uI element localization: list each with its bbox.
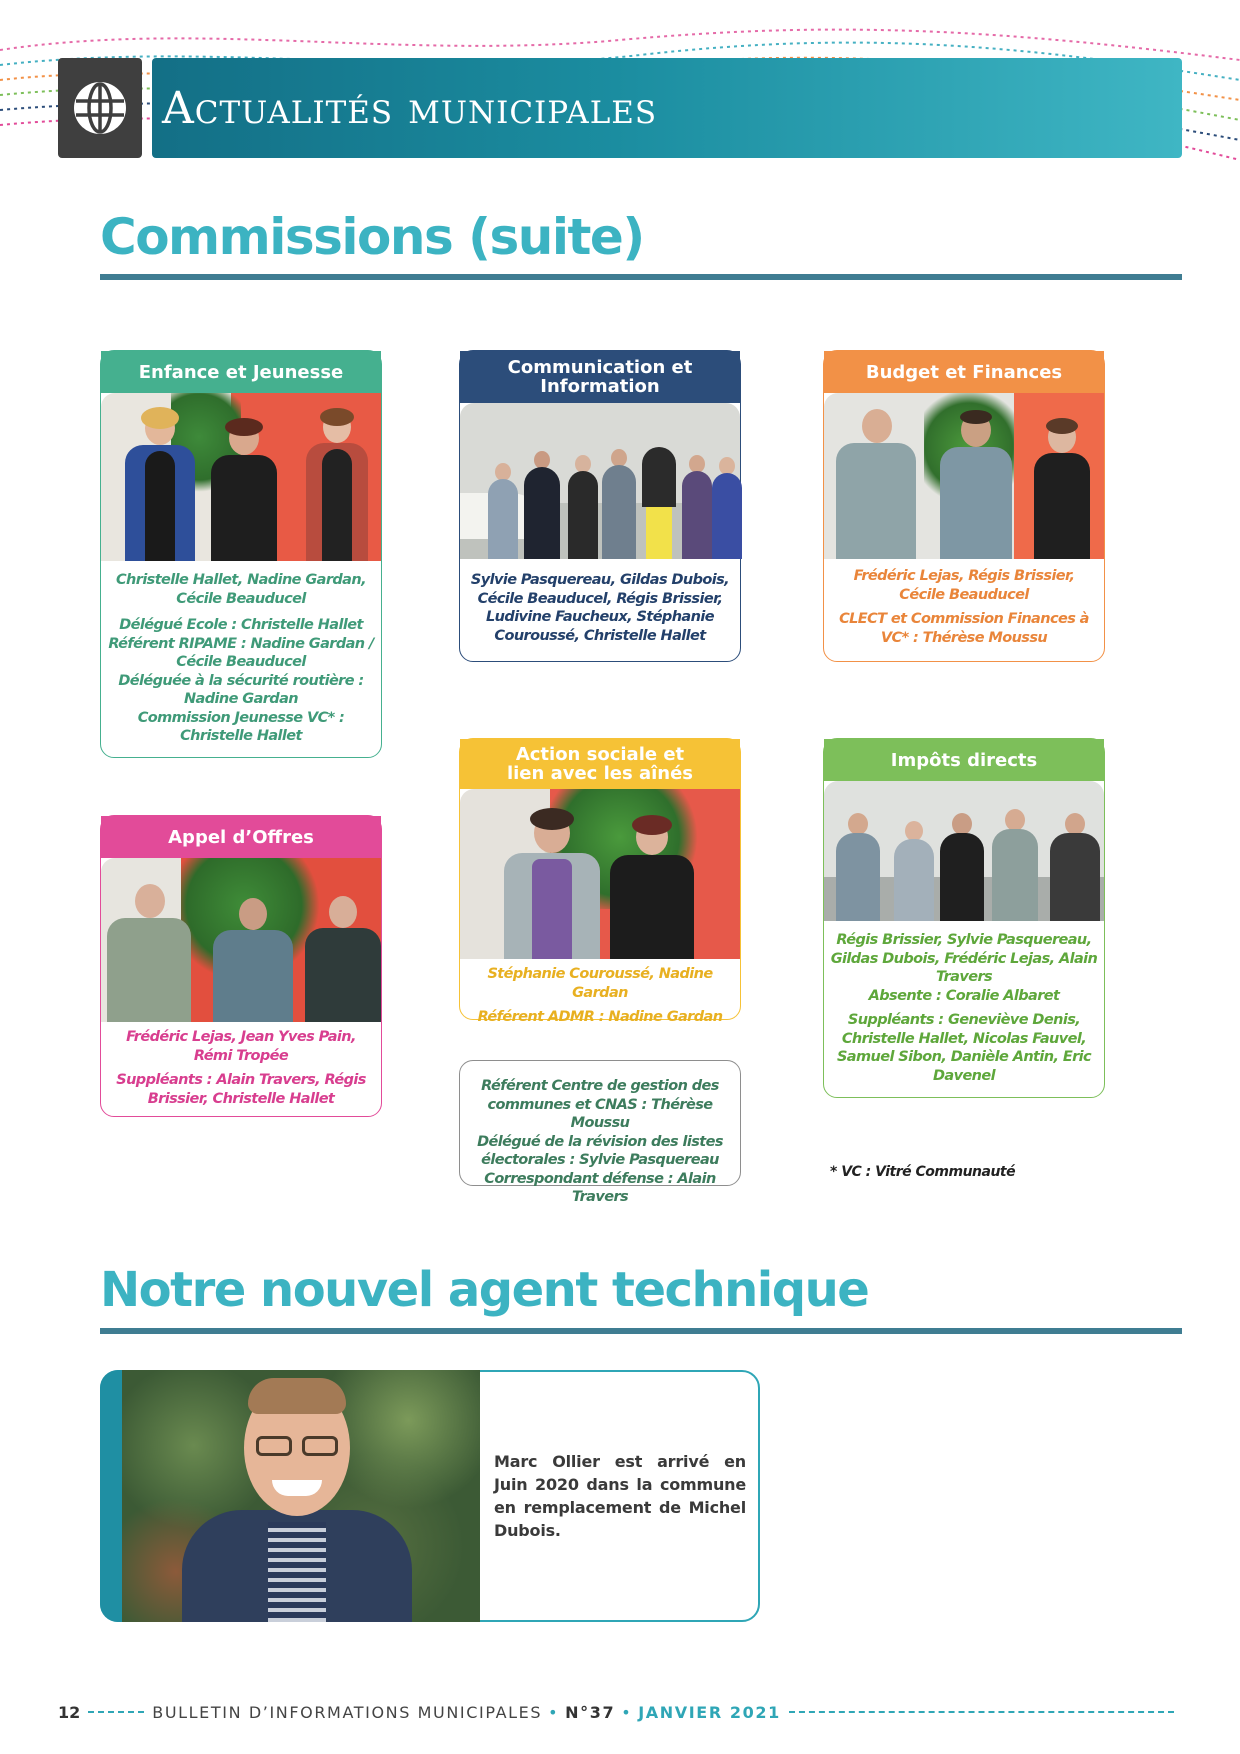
card-line: Frédéric Lejas, Régis Brissier, Cécile Beauducel — [853, 568, 1075, 603]
footer-dash — [789, 1711, 1174, 1713]
card-action-sociale — [459, 738, 741, 1025]
card-title: Appel d’Offres — [101, 816, 381, 858]
footer-date: JANVIER 2021 — [638, 1702, 781, 1722]
card-title-line: lien avec les aînés — [506, 763, 694, 784]
card-title — [460, 739, 740, 789]
card-members — [460, 1061, 740, 1215]
card-members — [824, 921, 1104, 1093]
banner-title: Actualités municipales — [162, 82, 658, 134]
commissions-title: Commissions (suite) — [100, 208, 644, 266]
card-title: Budget et Finances — [824, 351, 1104, 393]
card-line: Délégué Ecole : Christelle Hallet — [119, 617, 363, 633]
agent-description: Marc Ollier est arrivé en Juin 2020 dans la commune en remplacement de Michel Dubois. — [494, 1452, 746, 1540]
card-communication-information — [459, 350, 741, 662]
card-line: Christelle Hallet, Nadine Gardan, Cécile Beauducel — [116, 572, 366, 607]
card-line: Suppléants : Alain Travers, Régis Brissier, Christelle Hallet — [116, 1072, 366, 1107]
agent-photo — [122, 1370, 480, 1622]
card-line: Référent RIPAME : Nadine Gardan / Cécile Beauducel — [108, 635, 374, 670]
card-photo — [460, 403, 740, 559]
card-line: Sylvie Pasquereau, Gildas Dubois, Cécile Beauducel, Régis Brissier, Ludivine Faucheux, Stéphanie Couroussé, Christelle Hallet — [470, 572, 730, 644]
footer-separator: • — [621, 1702, 633, 1722]
agent-photo-frame — [100, 1370, 480, 1622]
card-line: Régis Brissier, Sylvie Pasquereau, Gildas Dubois, Frédéric Lejas, Alain Travers — [830, 932, 1098, 985]
card-line: Référent Centre de gestion des communes et CNAS : Thérèse Moussu — [481, 1078, 719, 1131]
card-title-line: Information — [540, 376, 660, 397]
card-title: Impôts directs — [824, 739, 1104, 781]
card-photo — [824, 393, 1104, 559]
card-members — [101, 1022, 381, 1116]
page-footer — [58, 1700, 1182, 1724]
card-title: Enfance et Jeunesse — [101, 351, 381, 393]
card-photo — [101, 858, 381, 1022]
card-budget-finances — [823, 350, 1105, 662]
card-line: Délégué de la révision des listes électorales : Sylvie Pasquereau — [477, 1133, 723, 1168]
card-line: Suppléants : Geneviève Denis, Christelle Hallet, Nicolas Fauvel, Samuel Sibon, Danièle Antin, Eric Davenel — [836, 1012, 1092, 1084]
agent-title-rule — [100, 1328, 1182, 1334]
card-photo — [460, 789, 740, 959]
card-line: Absente : Coralie Albaret — [868, 987, 1060, 1004]
card-photo — [824, 781, 1104, 921]
card-line: Référent ADMR : Nadine Gardan — [477, 1009, 723, 1025]
footer-separator: • — [548, 1702, 560, 1722]
card-line: Déléguée à la sécurité routière : Nadine Gardan — [118, 672, 364, 707]
card-photo — [101, 393, 381, 561]
card-members — [460, 559, 740, 653]
card-appel-offres — [100, 815, 382, 1117]
card-impots-directs — [823, 738, 1105, 1098]
footer-dash — [88, 1711, 144, 1713]
card-line: Correspondant défense : Alain Travers — [484, 1170, 716, 1205]
card-members — [824, 559, 1104, 655]
footer-issue: N°37 — [565, 1702, 616, 1722]
commissions-title-rule — [100, 274, 1182, 280]
footer-publication: BULLETIN D’INFORMATIONS MUNICIPALES — [152, 1702, 543, 1722]
card-members — [101, 561, 381, 754]
section-banner — [152, 58, 1182, 158]
card-members — [460, 959, 740, 1035]
card-line: Commission Jeunesse VC* : Christelle Hallet — [137, 709, 345, 744]
globe-icon-box — [58, 58, 142, 158]
card-referents — [459, 1060, 741, 1205]
card-enfance-jeunesse — [100, 350, 382, 758]
card-title-line: Communication et — [507, 357, 693, 378]
card-line: Frédéric Lejas, Jean Yves Pain, Rémi Tropée — [126, 1029, 356, 1064]
card-line: CLECT et Commission Finances à VC* : Thérèse Moussu — [839, 611, 1089, 646]
card-title-line: Action sociale et — [515, 744, 685, 765]
card-title — [460, 351, 740, 403]
card-line: Stéphanie Couroussé, Nadine Gardan — [487, 966, 713, 1001]
globe-icon — [71, 79, 129, 137]
agent-title: Notre nouvel agent technique — [100, 1262, 869, 1318]
footnote: * VC : Vitré Communauté — [830, 1164, 1016, 1180]
page-number: 12 — [58, 1702, 81, 1722]
